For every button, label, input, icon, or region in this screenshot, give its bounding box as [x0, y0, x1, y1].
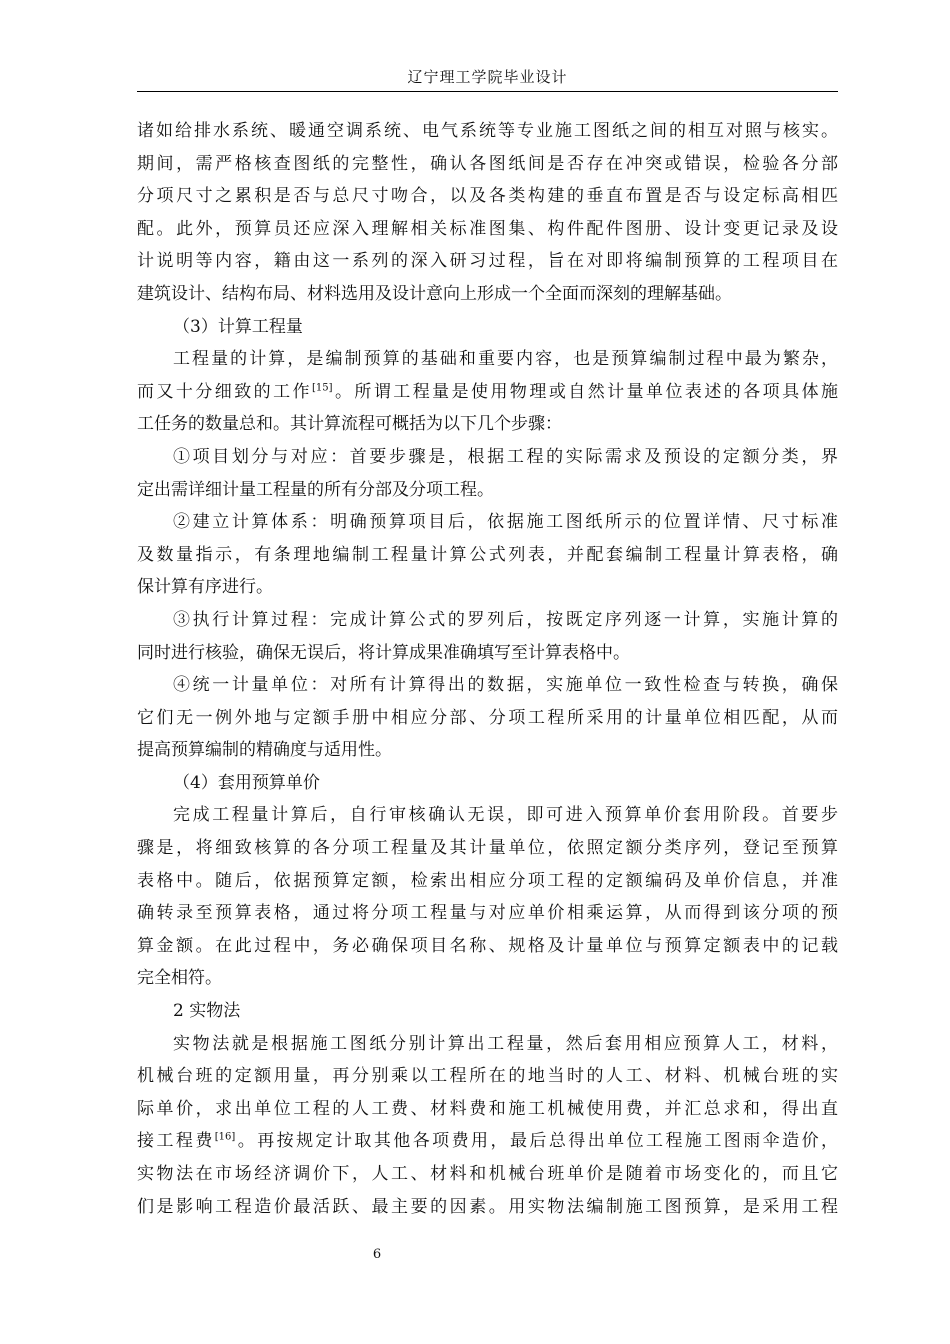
- line-text: 分项尺寸之累积是否与总尺寸吻合，以及各类构建的垂直布置是否与设定标高相匹: [137, 186, 838, 207]
- text-line: [137, 180, 838, 213]
- text-line: [137, 962, 838, 995]
- line-text: 实物法在市场经济调价下，人工、材料和机械台班单价是随着市场变化的，而且它: [137, 1164, 838, 1184]
- text-line: [137, 115, 838, 148]
- citation-ref: [15]: [311, 382, 333, 394]
- line-text-cont: 。再按规定计取其他各项费用，最后总得出单位工程施工图雨伞造价，: [235, 1131, 839, 1152]
- text-line: [137, 311, 838, 344]
- text-line: [137, 474, 838, 507]
- line-text: 而又十分细致的工作: [137, 381, 312, 402]
- line-text: 确转录至预算表格，通过将分项工程量与对应单价相乘运算，从而得到该分项的预: [137, 903, 838, 924]
- line-text: 及数量指示，有条理地编制工程量计算公式列表，并配套编制工程量计算表格，确: [137, 544, 838, 565]
- text-line: [137, 441, 838, 474]
- line-text: 它们无一例外地与定额手册中相应分部、分项工程所采用的计量单位相匹配，从而: [137, 707, 838, 728]
- text-line: [137, 539, 838, 572]
- line-text: 期间，需严格核查图纸的完整性，确认各图纸间是否存在冲突或错误，检验各分部: [137, 153, 838, 174]
- text-line: [137, 799, 838, 832]
- text-line: [137, 1093, 838, 1126]
- text-line: [137, 408, 838, 441]
- line-text: 算金额。在此过程中，务必确保项目名称、规格及计量单位与预算定额表中的记载: [137, 935, 838, 956]
- line-text: 表格中。随后，依据预算定额，检索出相应分项工程的定额编码及单价信息，并准: [137, 870, 838, 891]
- text-line: [137, 637, 838, 670]
- line-text: 提高预算编制的精确度与适用性。: [137, 740, 392, 761]
- line-text: （3）计算工程量: [173, 316, 303, 337]
- line-text: 完成工程量计算后，自行审核确认无误，即可进入预算单价套用阶段。首要步: [173, 805, 838, 826]
- text-line: [137, 506, 838, 539]
- line-text: 计说明等内容，籍由这一系列的深入研习过程，旨在对即将编制预算的工程项目在: [137, 251, 838, 272]
- body-text: [137, 115, 838, 1223]
- line-text: 定出需详细计量工程量的所有分部及分项工程。: [137, 479, 494, 500]
- text-line: [137, 832, 838, 865]
- line-text: ③执行计算过程：完成计算公式的罗列后，按既定序列逐一计算，实施计算的: [173, 609, 838, 630]
- text-line: [137, 213, 838, 246]
- line-text: 工程量的计算，是编制预算的基础和重要内容，也是预算编制过程中最为繁杂，: [173, 349, 838, 370]
- text-line: [137, 1125, 838, 1158]
- line-text: ②建立计算体系：明确预算项目后，依据施工图纸所示的位置详情、尺寸标准: [173, 512, 838, 533]
- line-text: 建筑设计、结构布局、材料选用及设计意向上形成一个全面而深刻的理解基础。: [137, 283, 732, 304]
- text-line: [137, 148, 838, 181]
- text-line: [137, 278, 838, 311]
- text-line: [137, 702, 838, 735]
- text-line: [137, 1191, 838, 1224]
- text-line: [137, 604, 838, 637]
- line-text: 工任务的数量总和。其计算流程可概括为以下几个步骤：: [137, 414, 562, 435]
- text-line: [137, 767, 838, 800]
- text-line: [137, 245, 838, 278]
- line-text: 机械台班的定额用量，再分别乘以工程所在的地当时的人工、材料、机械台班的实: [137, 1066, 838, 1087]
- line-text: 2 实物法: [173, 1001, 241, 1022]
- text-line: [137, 571, 838, 604]
- page-number: 6: [372, 1247, 382, 1262]
- line-text: 保计算有序进行。: [137, 577, 273, 598]
- line-text: 同时进行核验，确保无误后，将计算成果准确填写至计算表格中。: [137, 642, 630, 663]
- line-text: 骤是，将细致核算的各分项工程量及其计量单位，依照定额分类序列，登记至预算: [137, 838, 838, 859]
- text-line: [137, 897, 838, 930]
- line-text: 完全相符。: [137, 968, 222, 989]
- line-text: （4）套用预算单价: [173, 772, 320, 793]
- text-line: [137, 1158, 838, 1191]
- text-line: [137, 995, 838, 1028]
- text-line: [137, 343, 838, 376]
- text-line: [137, 734, 838, 767]
- citation-ref: [16]: [214, 1131, 236, 1143]
- line-text: 诸如给排水系统、暖通空调系统、电气系统等专业施工图纸之间的相互对照与核实。: [137, 121, 838, 141]
- text-line: [137, 1060, 838, 1093]
- text-line: [137, 930, 838, 963]
- line-text: 实物法就是根据施工图纸分别计算出工程量，然后套用相应预算人工，材料，: [173, 1033, 838, 1054]
- line-text: ①项目划分与对应：首要步骤是，根据工程的实际需求及预设的定额分类，界: [173, 446, 838, 467]
- text-line: [137, 865, 838, 898]
- page-header: 辽宁理工学院毕业设计: [407, 68, 568, 86]
- line-text: 配。此外，预算员还应深入理解相关标准图集、构件配件图册、设计变更记录及设: [137, 218, 838, 239]
- header-rule: [137, 91, 838, 92]
- line-text-cont: 。所谓工程量是使用物理或自然计量单位表述的各项具体施: [332, 381, 839, 402]
- text-line: [137, 1028, 838, 1061]
- line-text: ④统一计量单位：对所有计算得出的数据，实施单位一致性检查与转换，确保: [173, 675, 838, 696]
- text-line: [137, 669, 838, 702]
- line-text: 际单价，求出单位工程的人工费、材料费和施工机械使用费，并汇总求和，得出直: [137, 1098, 838, 1119]
- line-text: 接工程费: [137, 1131, 215, 1152]
- text-line: [137, 376, 838, 409]
- line-text: 们是影响工程造价最活跃、最主要的因素。用实物法编制施工图预算，是采用工程: [137, 1196, 838, 1217]
